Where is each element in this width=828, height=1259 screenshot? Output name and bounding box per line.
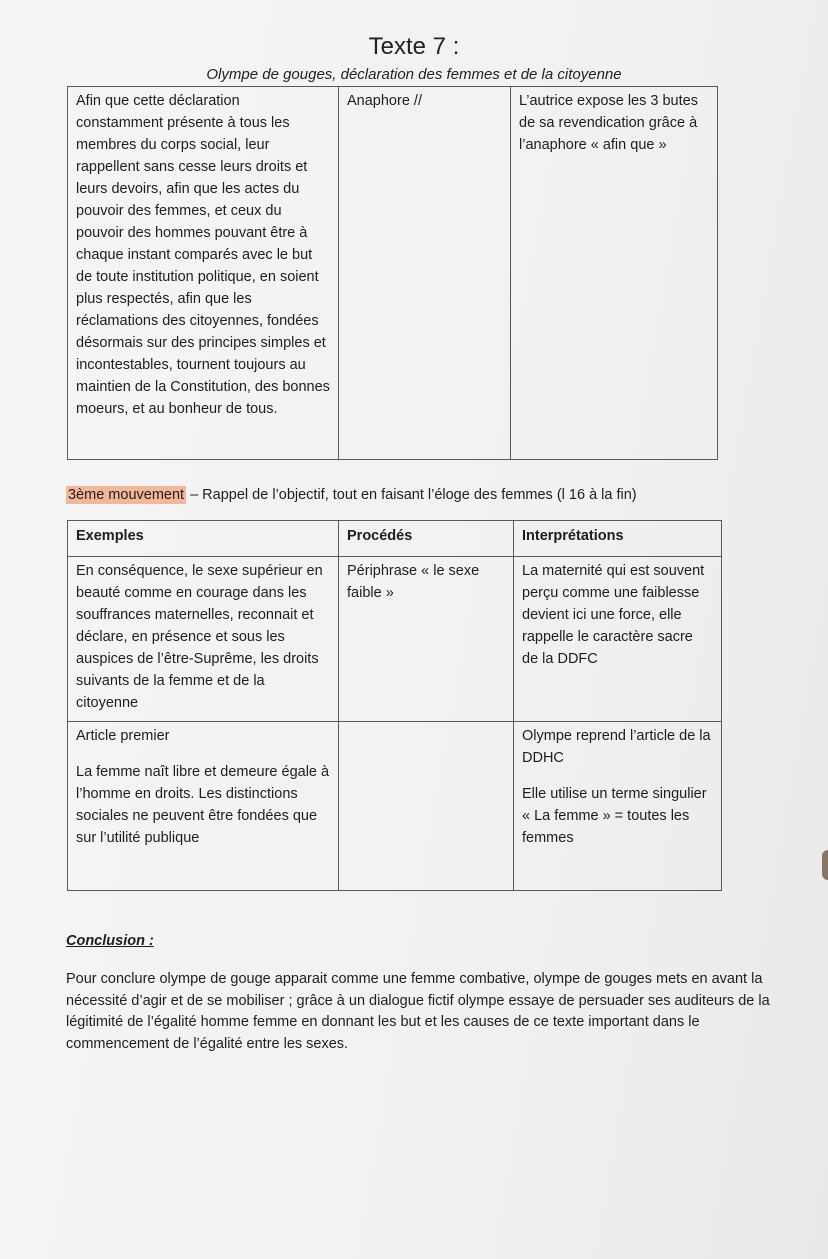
procede-cell (339, 722, 514, 891)
analysis-table-1 (67, 86, 718, 460)
page-edge-shadow (822, 850, 828, 880)
interpretation-text-2: Elle utilise un terme singulier « La femme » = toutes les femmes (522, 786, 707, 846)
header-procedes: Procédés (339, 521, 514, 557)
table-row (68, 722, 722, 891)
example-cell: En conséquence, le sexe supérieur en beauté comme en courage dans les souffrances maternelles, reconnait et déclare, en présence et sous les auspices de l’être-Suprême, les droits suivants de la femme et de la citoyenne (68, 557, 339, 722)
procede-cell: Anaphore // (339, 87, 511, 460)
procede-cell: Périphrase « le sexe faible » (339, 557, 514, 722)
interpretation-cell: L’autrice expose les 3 butes de sa revendication grâce à l’anaphore « afin que » (511, 87, 718, 460)
header-interpretations: Interprétations (514, 521, 722, 557)
interpretation-cell (514, 722, 722, 891)
section-heading (66, 487, 637, 503)
conclusion-title: Conclusion : (66, 933, 154, 949)
section-label-highlight: 3ème mouvement (68, 487, 185, 503)
table-header-row (68, 521, 722, 557)
page-subtitle: Olympe de gouges, déclaration des femmes et de la citoyenne (206, 66, 622, 83)
article-label: Article premier (76, 728, 170, 744)
page-title: Texte 7 : (368, 33, 460, 60)
section-description: – Rappel de l’objectif, tout en faisant l’éloge des femmes (l 16 à la fin) (186, 487, 637, 503)
analysis-table-2 (67, 520, 722, 891)
article-text: La femme naît libre et demeure égale à l’homme en droits. Les distinctions sociales ne peuvent être fondées que sur l’utilité publique (76, 764, 330, 846)
table-row (68, 87, 718, 460)
table-row (68, 557, 722, 722)
interpretation-text-1: Olympe reprend l’article de la DDHC (522, 728, 711, 766)
example-cell: Afin que cette déclaration constamment présente à tous les membres du corps social, leur rappellent sans cesse leurs droits et leurs devoirs, afin que les actes du pouvoir des femmes, et ceux du pouvoir des hommes pouvant être à chaque instant comparés avec le but de toute institution politique, en soient plus respectés, afin que les réclamations des citoyennes, fondées désormais sur des principes simples et incontestables, tournent toujours au maintien de la Constitution, des bonnes moeurs, et au bonheur de tous. (68, 87, 339, 460)
header-exemples: Exemples (68, 521, 339, 557)
example-cell (68, 722, 339, 891)
interpretation-cell: La maternité qui est souvent perçu comme une faiblesse devient ici une force, elle rappelle le caractère sacre de la DDFC (514, 557, 722, 722)
conclusion-text: Pour conclure olympe de gouge apparait comme une femme combative, olympe de gouges mets en avant la nécessité d’agir et de se mobiliser ; grâce à un dialogue fictif olympe essaye de persuader ses auditeurs de la légitimité de l’égalité homme femme en donnant les but et les causes de ce texte important dans le commencement de l’égalité entre les sexes. (66, 971, 770, 1052)
